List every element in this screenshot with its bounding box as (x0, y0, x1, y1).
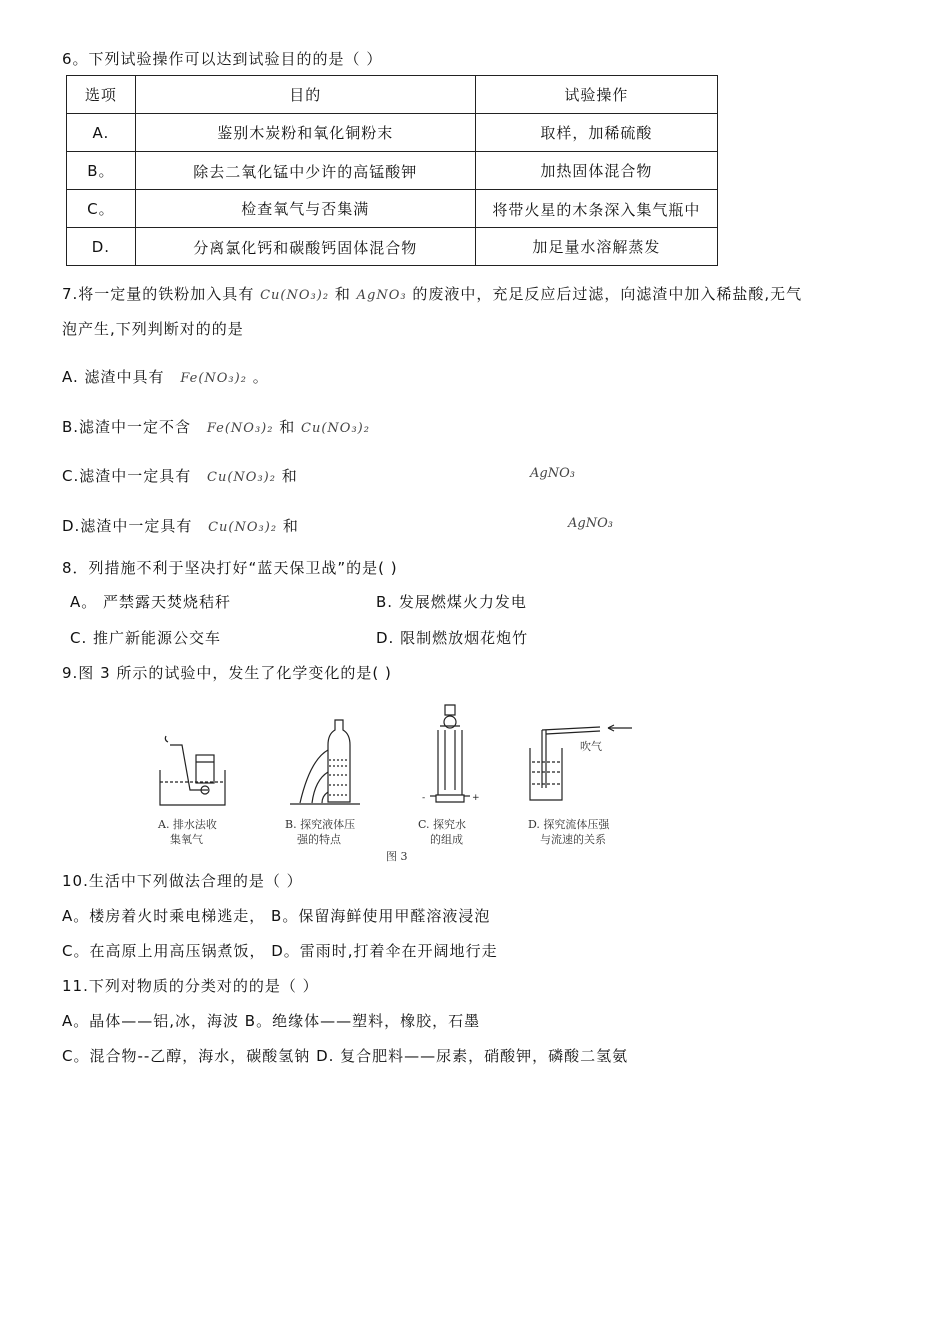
q7-c-text: C.滤渣中一定具有 (62, 467, 192, 485)
q10-options-cd: C。在高原上用高压锅煮饭， D。雷雨时,打着伞在开阔地行走 (62, 942, 498, 960)
formula-ag-nitrate: AgNO₃ (568, 516, 613, 531)
formula-fe-nitrate: Fe(NO₃)₂ (206, 421, 274, 436)
formula-ag-nitrate: AgNO₃ (530, 466, 575, 481)
table-header-row (67, 76, 718, 114)
row-operation: 加足量水溶解蒸发 (475, 228, 717, 266)
q7-b-and: 和 (279, 418, 296, 436)
caption-c-line1: C. 探究水 (418, 818, 467, 831)
blow-label: 吹气 (580, 740, 602, 753)
q7-b-text: B.滤渣中一定不含 (62, 418, 192, 436)
row-purpose: 除去二氧化锰中少许的高锰酸钾 (193, 162, 418, 181)
table-row (67, 152, 718, 190)
caption-a-line1: A. 排水法收 (158, 818, 217, 831)
row-purpose: 检查氧气与否集满 (135, 190, 475, 228)
table-row (67, 228, 718, 266)
caption-c-line2: 的组成 (430, 833, 463, 846)
q11-options-cd: C。混合物--乙醇，海水，碳酸氢钠 D. 复合肥料——尿素，硝酸钾，磷酸二氢氨 (62, 1047, 629, 1065)
q7-c-and: 和 (281, 467, 298, 485)
row-option: A. (67, 114, 136, 152)
formula-cu-nitrate: Cu(NO₃)₂ (207, 470, 276, 485)
caption-b-line1: B. 探究液体压 (285, 818, 356, 831)
q10-stem: 10.生活中下列做法合理的是（ ） (62, 872, 303, 890)
row-option: B。 (67, 152, 136, 190)
figure-3 (150, 700, 650, 865)
q7-d-text: D.滤渣中一定具有 (62, 517, 193, 535)
q7-option-d (62, 515, 299, 536)
apparatus-d-icon (530, 725, 632, 800)
q7-stem-line2: 泡产生,下列判断对的的是 (62, 320, 244, 338)
apparatus-b-icon (290, 720, 360, 804)
row-operation: 加热固体混合物 (475, 152, 717, 190)
q7-a-text: A. 滤渣中具有 (62, 368, 165, 386)
q11-stem: 11.下列对物质的分类对的的是（ ） (62, 977, 319, 995)
row-purpose: 分离氯化钙和碳酸钙固体混合物 (193, 238, 418, 257)
table-row (67, 190, 718, 228)
caption-d-line1: D. 探究流体压强 (528, 818, 610, 831)
q7-stem-line1 (62, 283, 802, 304)
row-operation: 将带火星的木条深入集气瓶中 (492, 200, 701, 219)
formula-ag-nitrate: AgNO₃ (356, 288, 407, 303)
q7-stem-c: 的废液中，充足反应后过滤，向滤渣中加入稀盐酸,无气 (412, 285, 803, 303)
q7-stem-b: 和 (334, 285, 351, 303)
q7-option-b (62, 416, 370, 437)
row-option: C。 (67, 190, 136, 228)
q11-options-ab: A。晶体——铝,冰，海波 B。绝缘体——塑料，橡胶，石墨 (62, 1012, 481, 1030)
row-purpose: 鉴别木炭粉和氧化铜粉末 (135, 114, 475, 152)
q8-stem: 8．列措施不利于坚决打好“蓝天保卫战”的是( ) (62, 559, 398, 577)
header-purpose: 目的 (135, 76, 475, 114)
q8-option-a: A。 严禁露天焚烧秸秆 (70, 593, 232, 611)
q8-option-c: C. 推广新能源公交车 (70, 629, 222, 647)
header-operation: 试验操作 (475, 76, 717, 114)
row-option: D. (67, 228, 136, 266)
figure-label: 图 3 (386, 850, 408, 863)
formula-fe-nitrate: Fe(NO₃)₂ (180, 371, 247, 386)
q9-stem: 9.图 3 所示的试验中，发生了化学变化的是( ) (62, 664, 392, 682)
q10-options-ab: A。楼房着火时乘电梯逃走， B。保留海鲜使用甲醛溶液浸泡 (62, 907, 491, 925)
formula-cu-nitrate: Cu(NO₃)₂ (260, 288, 330, 303)
svg-text:+: + (472, 793, 480, 803)
q7-option-c (62, 465, 298, 486)
formula-cu-nitrate: Cu(NO₃)₂ (208, 520, 278, 535)
q7-d-and: 和 (282, 517, 299, 535)
caption-d-line2: 与流速的关系 (540, 833, 606, 846)
q7-a-tail: 。 (252, 368, 269, 386)
svg-text:-: - (422, 793, 426, 803)
formula-cu-nitrate: Cu(NO₃)₂ (301, 421, 370, 436)
q8-option-d: D. 限制燃放烟花炮竹 (376, 629, 529, 647)
q8-option-b: B. 发展燃煤火力发电 (376, 593, 527, 611)
apparatus-c-icon (422, 705, 480, 803)
q7-stem-a: 7.将一定量的铁粉加入具有 (62, 285, 255, 303)
caption-b-line2: 强的特点 (297, 833, 341, 846)
apparatus-a-icon (160, 736, 225, 805)
table-row (67, 114, 718, 152)
caption-a-line2: 集氧气 (170, 833, 203, 846)
header-option: 选项 (67, 76, 136, 114)
row-operation: 取样，加稀硫酸 (475, 114, 717, 152)
q6-table (66, 75, 718, 266)
q7-option-a (62, 366, 269, 387)
q6-stem: 6。下列试验操作可以达到试验目的的是（ ） (62, 50, 383, 68)
